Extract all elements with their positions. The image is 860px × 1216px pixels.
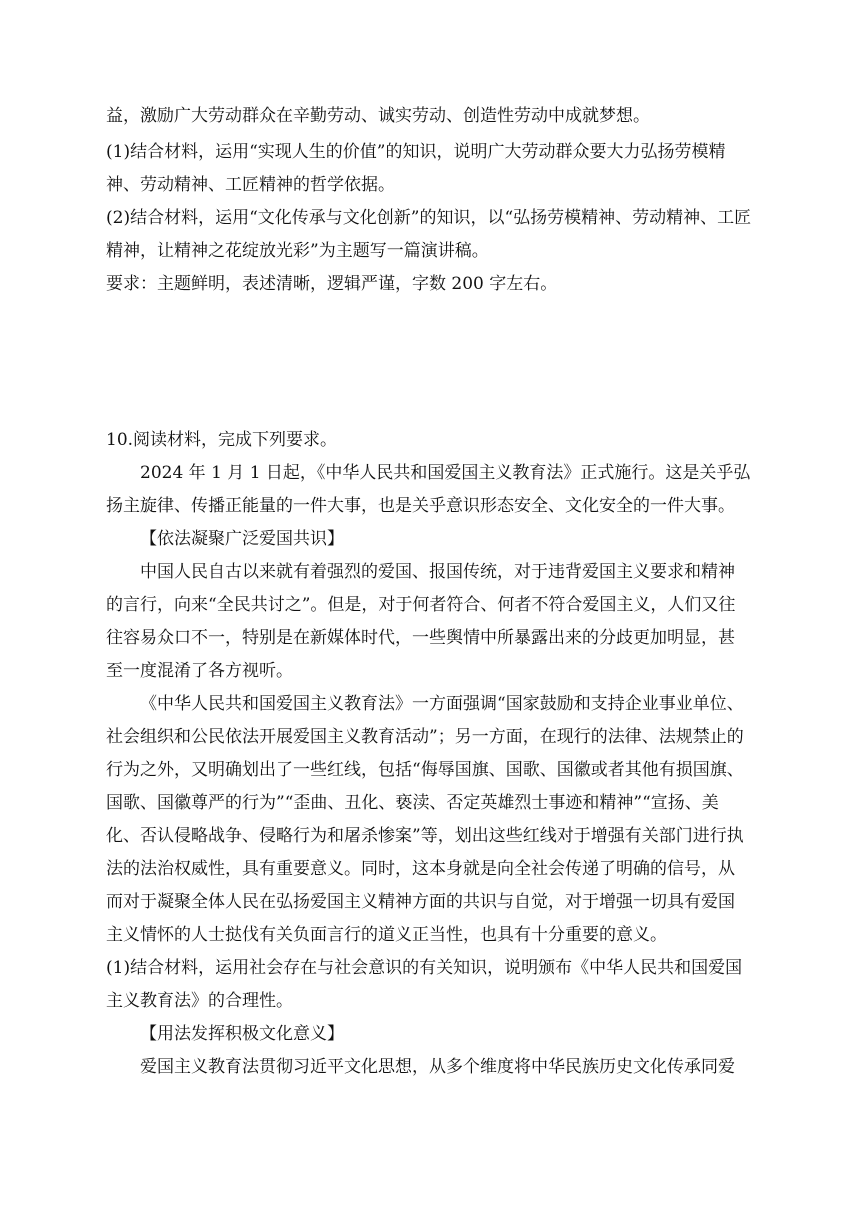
question-10-1-text: (1)结合材料，运用社会存在与社会意识的有关知识，说明颁布《中华人民共和国爱国 [106, 958, 743, 978]
paragraph-3-cont: 主义情怀的人士挞伐有关负面言行的道义正当性，也具有十分重要的意义。 [106, 925, 667, 945]
question-2-text: (2)结合材料，运用“文化传承与文化创新”的知识，以“弘扬劳模精神、劳动精神、工匠 [106, 208, 752, 228]
question-10-1-text-cont: 主义教育法》的合理性。 [106, 991, 293, 1011]
requirement-text: 要求：主题鲜明，表述清晰，逻辑严谨，字数 200 字左右。 [106, 274, 558, 294]
paragraph-2-cont: 往容易众口不一，特别是在新媒体时代，一些舆情中所暴露出来的分歧更加明显，甚 [106, 628, 735, 648]
question-1-text-cont: 神、劳动精神、工匠精神的哲学依据。 [106, 175, 395, 195]
subheading-2: 【用法发挥积极文化意义】 [140, 1024, 344, 1044]
paragraph-1: 2024 年 1 月 1 日起，《中华人民共和国爱国主义教育法》正式施行。这是关乎弘 [140, 463, 751, 483]
paragraph-2: 中国人民自古以来就有着强烈的爱国、报国传统，对于违背爱国主义要求和精神 [140, 562, 735, 582]
paragraph-3-cont: 而对于凝聚全体人民在弘扬爱国主义精神方面的共识与自觉，对于增强一切具有爱国 [106, 892, 735, 912]
paragraph-3: 《中华人民共和国爱国主义教育法》一方面强调“国家鼓励和支持企业事业单位、 [140, 694, 744, 714]
paragraph-3-cont: 化、否认侵略战争、侵略行为和屠杀惨案”等，划出这些红线对于增强有关部门进行执 [106, 826, 744, 846]
question-2-text-cont: 精神，让精神之花绽放光彩”为主题写一篇演讲稿。 [106, 241, 489, 261]
paragraph-3-cont: 法的法治权威性，具有重要意义。同时，这本身就是向全社会传递了明确的信号，从 [106, 859, 735, 879]
question-1-text: (1)结合材料，运用“实现人生的价值”的知识，说明广大劳动群众要大力弘扬劳模精 [106, 142, 726, 162]
paragraph-4: 爱国主义教育法贯彻习近平文化思想，从多个维度将中华民族历史文化传承同爱 [140, 1057, 735, 1077]
question-10-heading: 10.阅读材料，完成下列要求。 [106, 430, 338, 450]
paragraph-2-cont: 的言行，向来“全民共讨之”。但是，对于何者符合、何者不符合爱国主义，人们又往 [106, 595, 736, 615]
paragraph-2-cont: 至一度混淆了各方视听。 [106, 661, 293, 681]
paragraph-3-cont: 行为之外，又明确划出了一些红线，包括“侮辱国旗、国歌、国徽或者其他有损国旗、 [106, 760, 744, 780]
material-tail-text: 益，激励广大劳动群众在辛勤劳动、诚实劳动、创造性劳动中成就梦想。 [106, 106, 650, 126]
paragraph-3-cont: 国歌、国徽尊严的行为”“歪曲、丑化、亵渎、否定英雄烈士事迹和精神”“宣扬、美 [106, 793, 719, 813]
subheading-1: 【依法凝聚广泛爱国共识】 [140, 529, 344, 549]
paragraph-3-cont: 社会组织和公民依法开展爱国主义教育活动”；另一方面，在现行的法律、法规禁止的 [106, 727, 744, 747]
paragraph-1-cont: 扬主旋律、传播正能量的一件大事，也是关乎意识形态安全、文化安全的一件大事。 [106, 496, 735, 516]
